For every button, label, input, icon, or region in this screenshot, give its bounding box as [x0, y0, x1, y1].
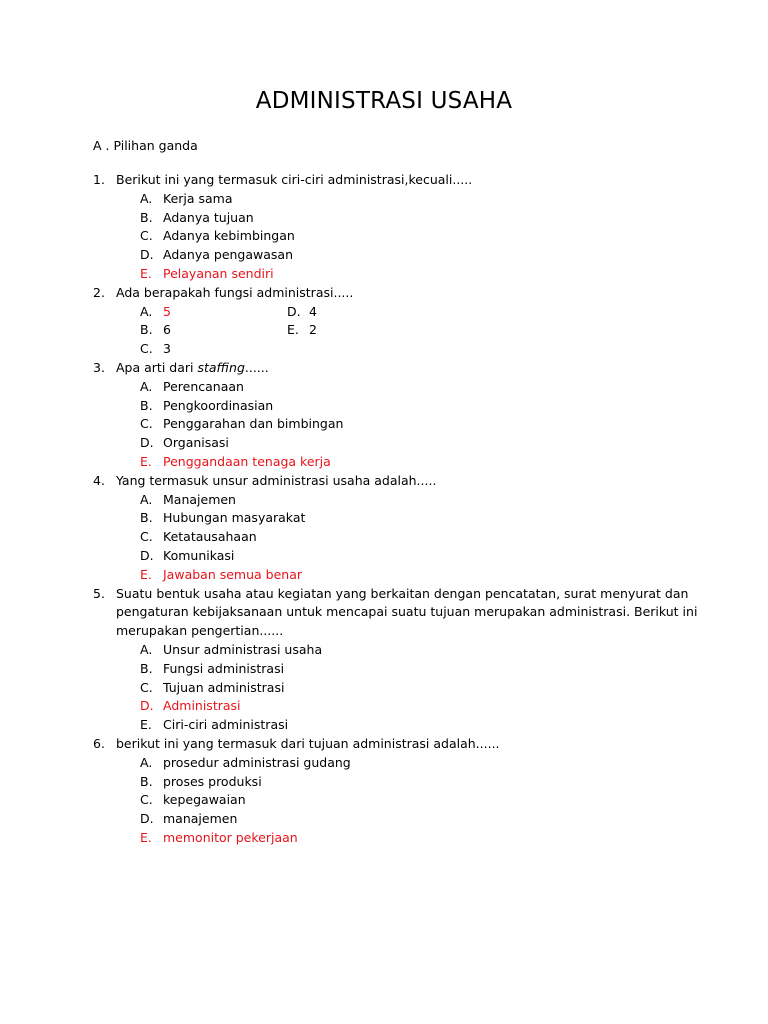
page-title: ADMINISTRASI USAHA [255, 88, 513, 114]
question-text [116, 359, 269, 378]
option-e-correct-answer [93, 829, 673, 848]
option-text-correct-answer: 5 [163, 303, 171, 319]
question-line [93, 171, 673, 190]
question-text-suffix: ...... [244, 359, 269, 375]
option-text: 4 [309, 303, 317, 319]
option-letter: A. [140, 303, 153, 319]
option-c [93, 679, 673, 698]
option-letter: E. [140, 566, 152, 582]
question-line [93, 284, 673, 303]
option-letter: C. [140, 679, 153, 695]
option-text: Pengkoordinasian [163, 397, 274, 413]
option-letter: D. [140, 547, 154, 563]
option-letter: D. [287, 303, 301, 319]
option-e-correct-answer [93, 453, 673, 472]
question-line [93, 585, 689, 604]
option-row-a-d [93, 303, 673, 322]
option-text: Fungsi administrasi [163, 660, 285, 676]
option-d [93, 246, 673, 265]
option-c [93, 791, 673, 810]
option-letter: B. [140, 510, 153, 526]
option-letter: C. [140, 416, 153, 432]
option-text: Komunikasi [163, 547, 235, 563]
option-b [93, 209, 673, 228]
option-text: Jawaban semua benar [163, 566, 303, 582]
question-list [93, 171, 698, 848]
option-text: Tujuan administrasi [163, 679, 285, 695]
question-4 [93, 472, 673, 585]
option-letter: D. [140, 811, 154, 827]
question-number: 1. [93, 172, 105, 187]
question-3 [93, 359, 673, 472]
option-b [93, 509, 673, 528]
question-2 [93, 284, 673, 359]
option-letter: B. [140, 773, 153, 789]
option-text: Administrasi [163, 698, 241, 714]
option-row-b-e [93, 321, 673, 340]
option-text: Perencanaan [163, 378, 244, 394]
option-text: Penggarahan dan bimbingan [163, 416, 344, 432]
option-a [93, 754, 673, 773]
option-b [93, 660, 673, 679]
option-text: Pelayanan sendiri [163, 265, 274, 281]
option-e-correct-answer [93, 265, 673, 284]
question-line [93, 622, 673, 641]
question-text-italic: staffing [197, 359, 245, 375]
question-6 [93, 735, 673, 848]
question-number: 5. [93, 585, 105, 601]
option-text: Adanya tujuan [163, 209, 254, 225]
question-text: Yang termasuk unsur administrasi usaha adalah..... [116, 472, 437, 488]
option-letter: D. [140, 698, 154, 714]
option-text: Ketatausahaan [163, 529, 257, 545]
option-e-correct-answer [93, 566, 673, 585]
question-text-prefix: Apa arti dari [116, 359, 198, 375]
option-text: Adanya kebimbingan [163, 228, 295, 244]
option-text: 2 [309, 322, 317, 338]
question-line [93, 472, 673, 491]
question-text: Berikut ini yang termasuk ciri-ciri administrasi,kecuali..... [116, 172, 473, 187]
option-a [93, 491, 673, 510]
option-c [93, 415, 673, 434]
option-text: Adanya pengawasan [163, 247, 293, 263]
question-number: 6. [93, 735, 105, 751]
option-text: memonitor pekerjaan [163, 829, 298, 845]
option-text: 6 [163, 322, 171, 338]
option-letter: E. [140, 829, 152, 845]
option-text: Penggandaan tenaga kerja [163, 453, 331, 469]
option-letter: D. [140, 435, 154, 451]
question-text: merupakan pengertian...... [116, 623, 284, 639]
option-a [93, 378, 673, 397]
option-letter: B. [140, 660, 153, 676]
option-letter: A. [140, 754, 153, 770]
option-letter: A. [140, 378, 153, 394]
option-e [93, 716, 673, 735]
option-letter: B. [140, 209, 153, 225]
question-1 [93, 171, 673, 284]
option-letter: A. [140, 491, 153, 507]
question-text: pengaturan kebijaksanaan untuk mencapai suatu tujuan merupakan administrasi. Berikut ini [116, 604, 698, 620]
option-text: Unsur administrasi usaha [163, 641, 323, 657]
option-d [93, 810, 673, 829]
question-number: 3. [93, 359, 105, 375]
question-text: berikut ini yang termasuk dari tujuan administrasi adalah...... [116, 735, 500, 751]
option-letter: D. [140, 247, 154, 263]
option-text: proses produksi [163, 773, 262, 789]
question-number: 4. [93, 472, 105, 488]
option-letter: B. [140, 322, 153, 338]
option-letter: E. [287, 322, 299, 338]
section-heading: A . Pilihan ganda [93, 138, 198, 153]
option-letter: C. [140, 529, 153, 545]
option-letter: A. [140, 190, 153, 206]
question-5 [93, 585, 698, 735]
option-letter: E. [140, 453, 152, 469]
option-text: prosedur administrasi gudang [163, 754, 351, 770]
option-text: 3 [163, 341, 171, 357]
option-c [93, 340, 673, 359]
option-letter: C. [140, 341, 153, 357]
question-text: Suatu bentuk usaha atau kegiatan yang berkaitan dengan pencatatan, surat menyurat dan [116, 585, 689, 601]
option-d-correct-answer [93, 697, 673, 716]
question-line [93, 735, 673, 754]
option-text: Organisasi [163, 435, 229, 451]
option-d [93, 434, 673, 453]
option-c [93, 528, 673, 547]
question-line [93, 603, 698, 622]
option-letter: E. [140, 717, 152, 733]
option-letter: A. [140, 641, 153, 657]
option-letter: C. [140, 228, 153, 244]
option-text: kepegawaian [163, 792, 246, 808]
option-text: Hubungan masyarakat [163, 510, 306, 526]
option-text: Ciri-ciri administrasi [163, 717, 289, 733]
option-text: Manajemen [163, 491, 236, 507]
option-b [93, 773, 673, 792]
option-text: Kerja sama [163, 190, 233, 206]
option-a [93, 641, 673, 660]
option-letter: B. [140, 397, 153, 413]
question-number: 2. [93, 284, 105, 300]
option-text: manajemen [163, 811, 238, 827]
option-b [93, 397, 673, 416]
option-c [93, 227, 673, 246]
option-letter: C. [140, 792, 153, 808]
question-text: Ada berapakah fungsi administrasi..... [116, 284, 354, 300]
option-letter: E. [140, 265, 152, 281]
question-line [93, 359, 673, 378]
option-d [93, 547, 673, 566]
option-a [93, 190, 673, 209]
